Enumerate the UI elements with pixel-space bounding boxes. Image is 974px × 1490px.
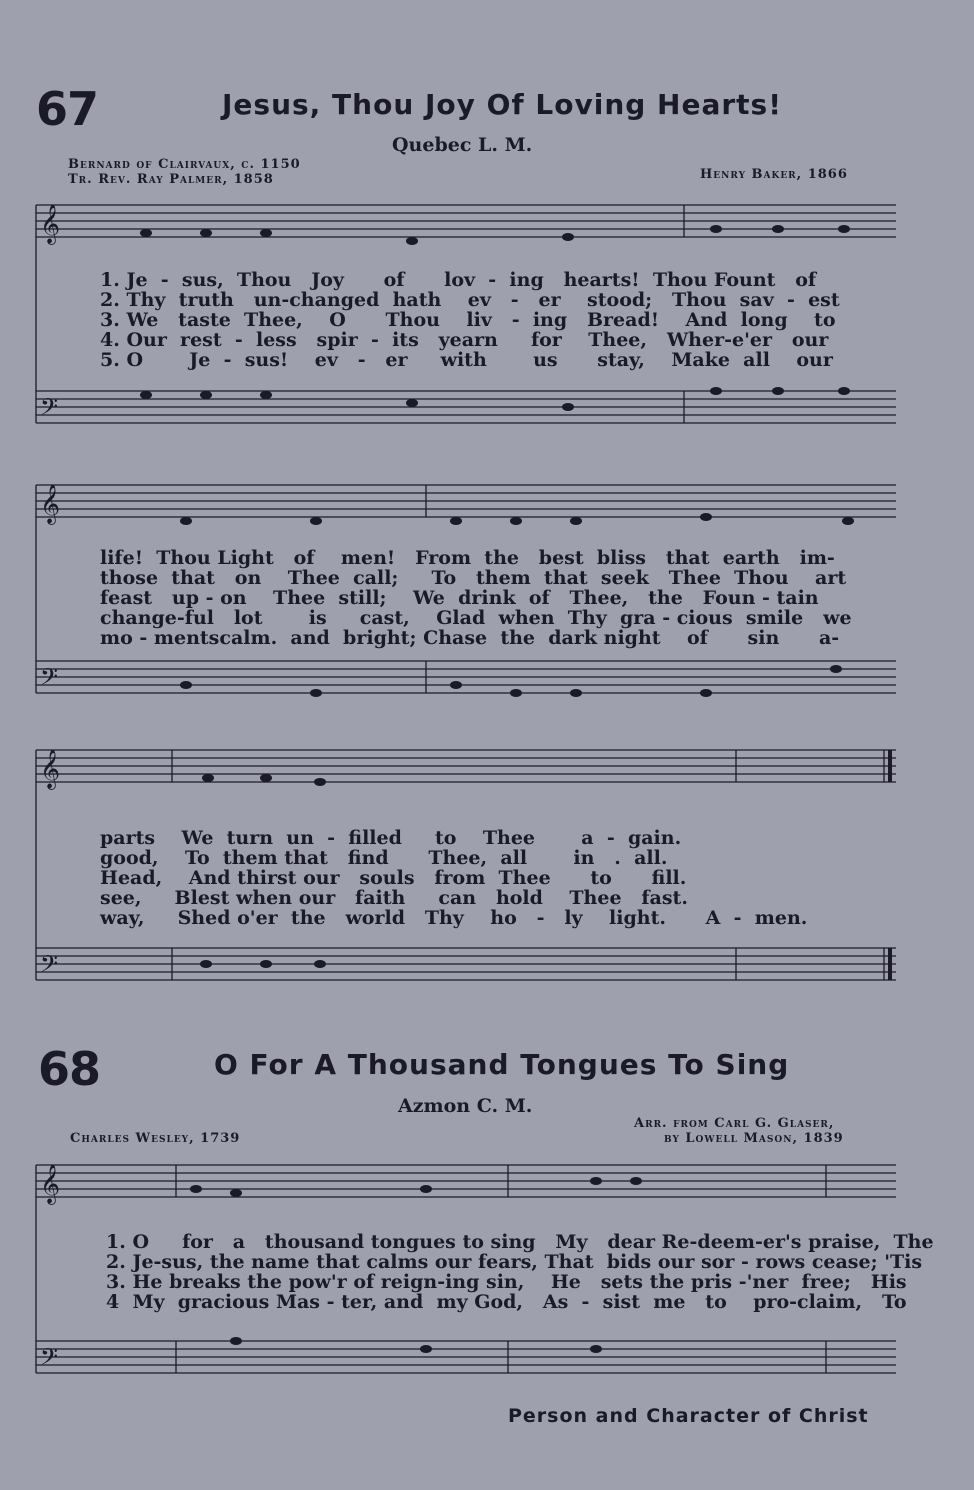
verse-line: life! Thou Light of men! From the best bliss that earth im- xyxy=(100,547,835,569)
composer-credit: Arr. from Carl G. Glaser, xyxy=(634,1116,835,1131)
translator-credit: Tr. Rev. Ray Palmer, 1858 xyxy=(68,172,274,187)
hymn-number: 68 xyxy=(38,1042,101,1096)
verse-line: change-ful lot is cast, Glad when Thy gra - cious smile we xyxy=(100,607,852,629)
verse-line: those that on Thee call; To them that seek Thee Thou art xyxy=(100,567,847,589)
hymn-title: O For A Thousand Tongues To Sing xyxy=(214,1048,790,1081)
hymn-title: Jesus, Thou Joy Of Loving Hearts! xyxy=(222,88,782,121)
section-footer: Person and Character of Christ xyxy=(508,1405,869,1427)
verse-line: 3. We taste Thee, O Thou liv - ing Bread! And long to xyxy=(100,309,836,331)
author-credit: Charles Wesley, 1739 xyxy=(70,1131,241,1146)
verse-line: 2. Je-sus, the name that calms our fears, That bids our sor - rows cease; 'Tis xyxy=(106,1251,923,1273)
svg-text:𝄞: 𝄞 xyxy=(40,1164,61,1204)
svg-text:𝄞: 𝄞 xyxy=(40,204,61,244)
verse-line: feast up - on Thee still; We drink of Thee, the Foun - tain xyxy=(100,587,819,609)
verse-line: 2. Thy truth un-changed hath ev - er stood; Thou sav - est xyxy=(100,289,840,311)
verse-line: parts We turn un - filled to Thee a - gain. xyxy=(100,827,682,849)
verse-line: 3. He breaks the pow'r of reign-ing sin, He sets the pris -'ner free; His xyxy=(106,1271,907,1293)
tune-name: Azmon C. M. xyxy=(398,1095,533,1117)
verse-line: Head, And thirst our souls from Thee to fill. xyxy=(100,867,687,889)
verse-line: good, To them that find Thee, all in . all. xyxy=(100,847,668,869)
verse-line: 4 My gracious Mas - ter, and my God, As - sist me to pro-claim, To xyxy=(106,1291,907,1313)
arranger-credit: by Lowell Mason, 1839 xyxy=(664,1131,844,1146)
svg-text:𝄢: 𝄢 xyxy=(40,1343,59,1376)
verse-line: 1. Je - sus, Thou Joy of lov - ing hearts! Thou Fount of xyxy=(100,269,817,291)
verse-line: way, Shed o'er the world Thy ho - ly light. A - men. xyxy=(100,907,808,929)
verse-line: 4. Our rest - less spir - its yearn for Thee, Wher-e'er our xyxy=(100,329,829,351)
composer-credit: Henry Baker, 1866 xyxy=(700,167,848,182)
svg-text:𝄢: 𝄢 xyxy=(40,663,59,696)
svg-text:𝄢: 𝄢 xyxy=(40,950,59,983)
verse-line: 1. O for a thousand tongues to sing My dear Re-deem-er's praise, The xyxy=(106,1231,934,1253)
svg-text:𝄞: 𝄞 xyxy=(40,749,61,789)
verse-line: see, Blest when our faith can hold Thee fast. xyxy=(100,887,688,909)
verse-line: mo - mentscalm. and bright; Chase the dark night of sin a- xyxy=(100,627,840,649)
author-credit: Bernard of Clairvaux, c. 1150 xyxy=(68,157,301,172)
verse-line: 5. O Je - sus! ev - er with us stay, Make all our xyxy=(100,349,833,371)
svg-text:𝄞: 𝄞 xyxy=(40,484,61,524)
svg-text:𝄢: 𝄢 xyxy=(40,393,59,426)
hymn-number: 67 xyxy=(36,82,99,136)
tune-name: Quebec L. M. xyxy=(392,134,533,156)
